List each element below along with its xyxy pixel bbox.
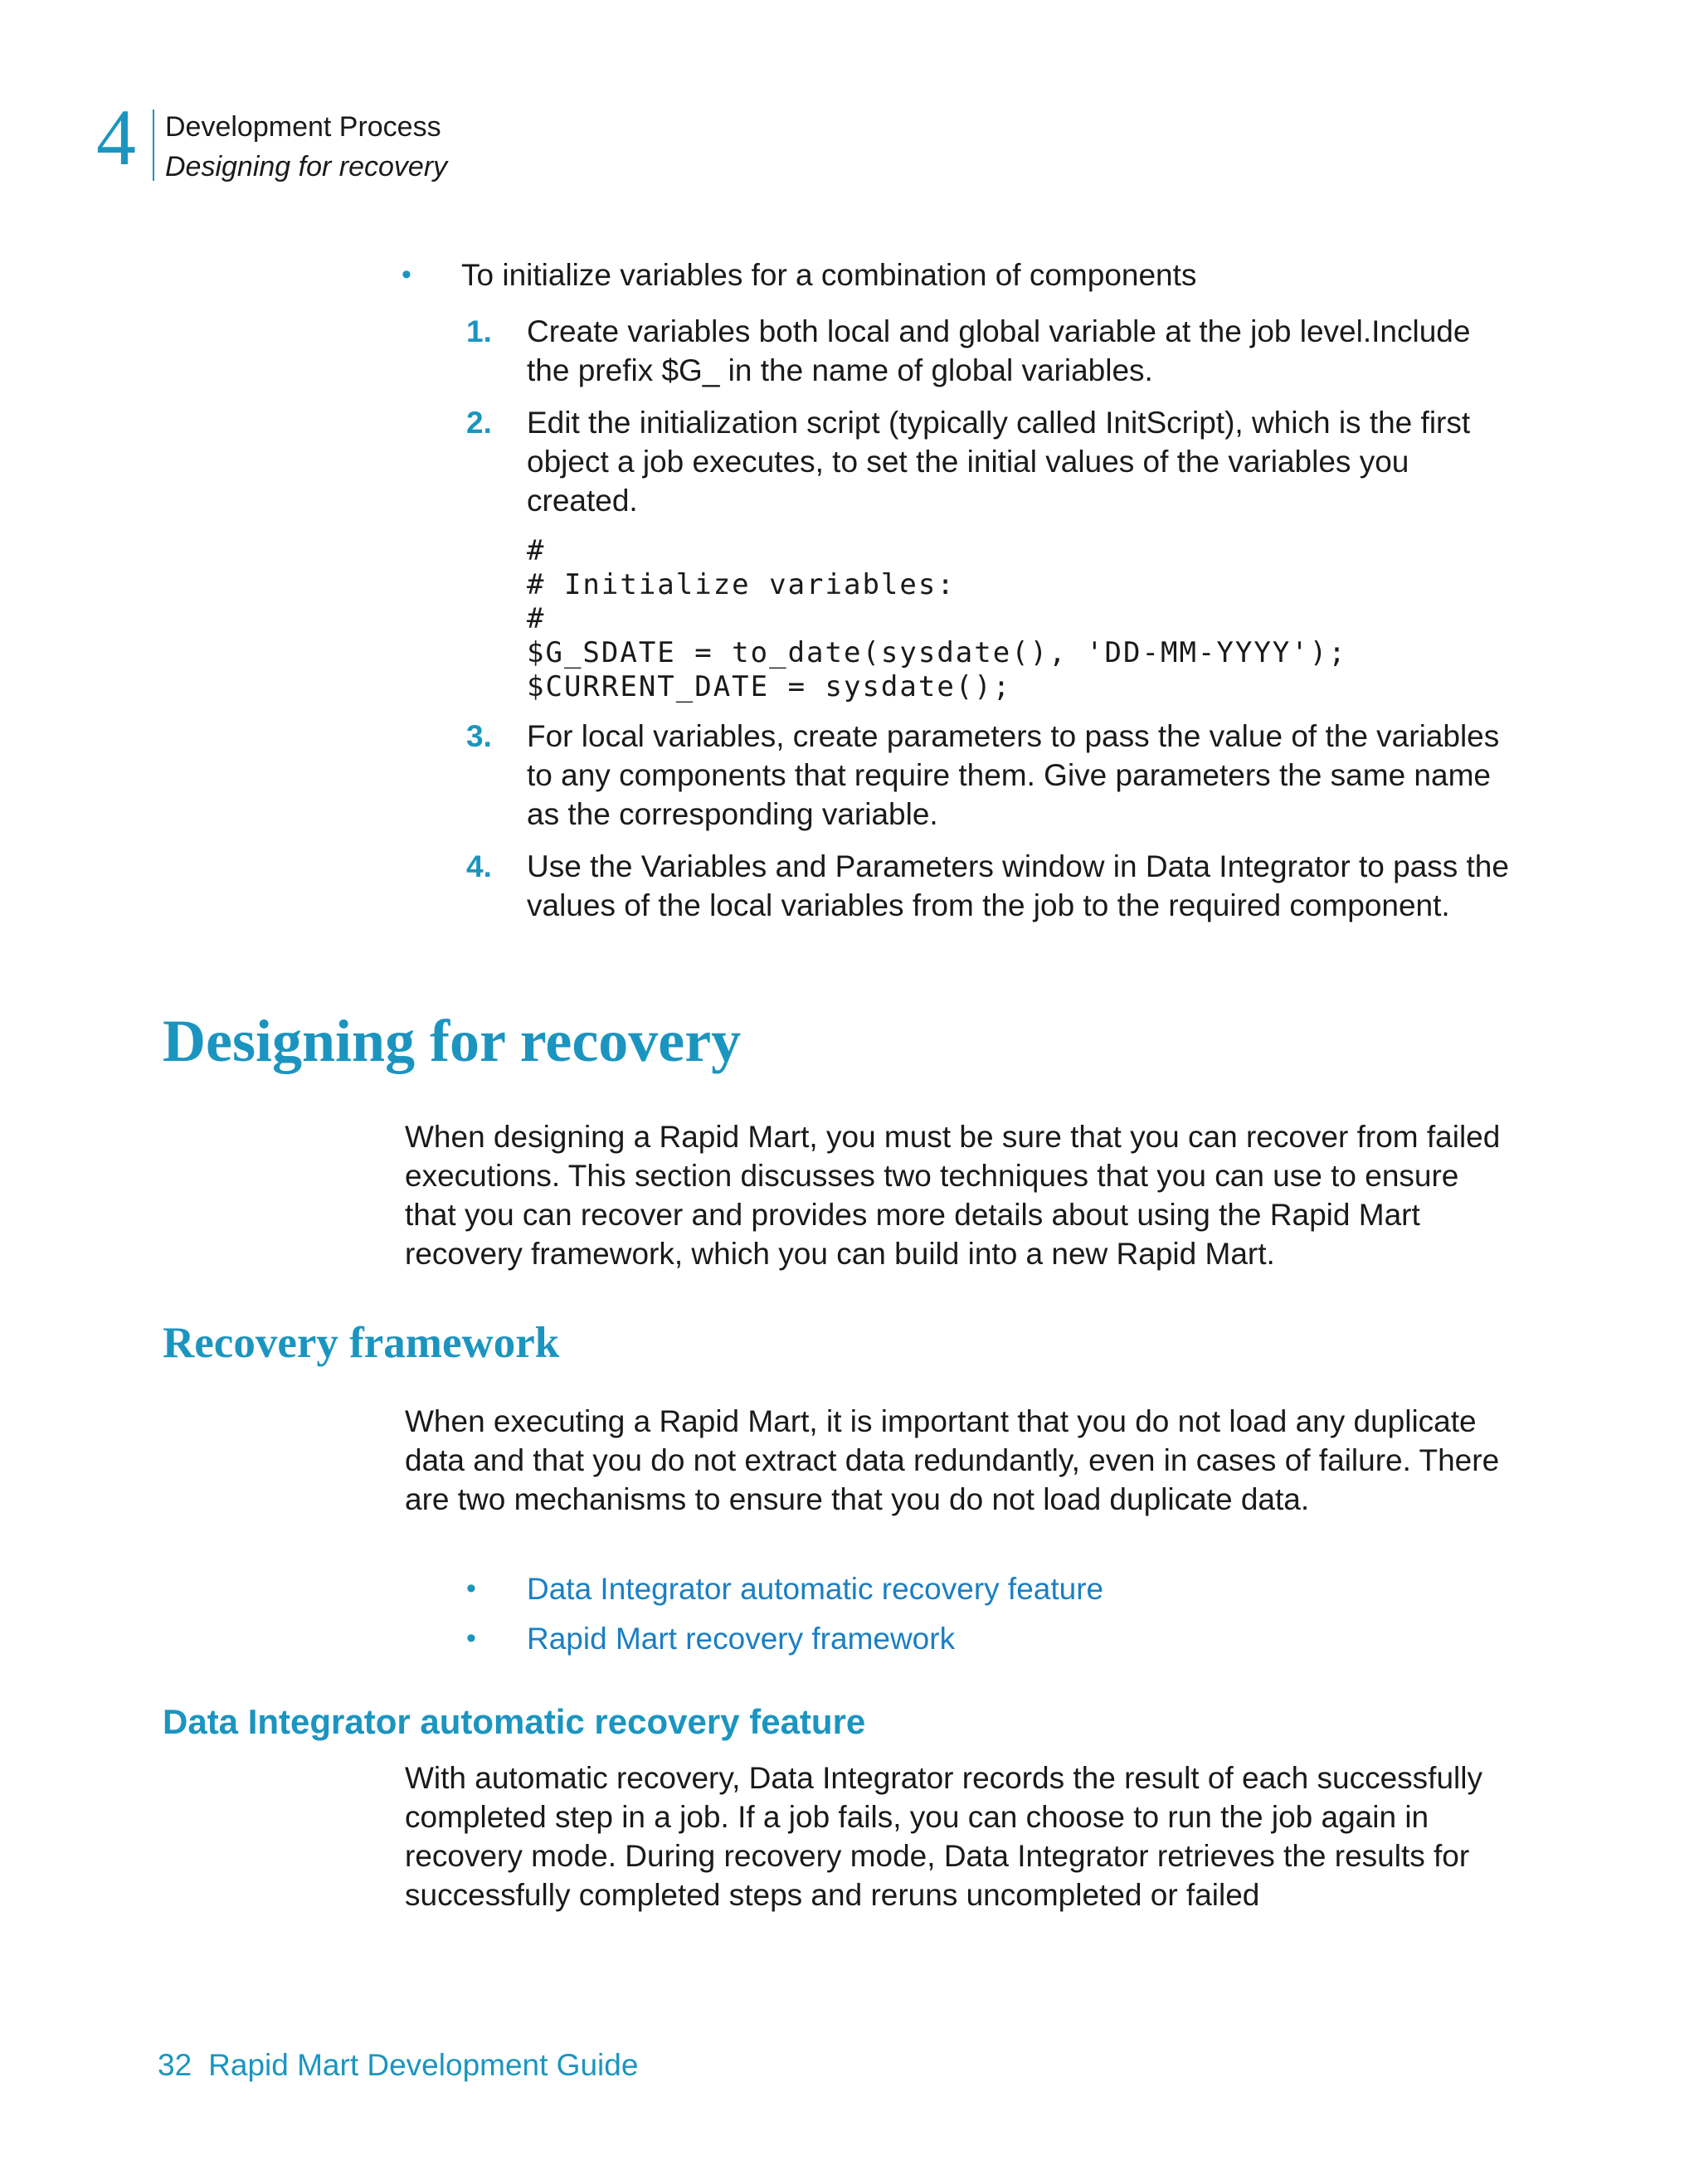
page-footer — [158, 2046, 638, 2084]
step-text: Edit the initialization script (typically called InitScript), which is the first object a job executes, to set the initial values of the variables you created. — [527, 406, 1471, 518]
code-block: # # Initialize variables: # $G_SDATE = to_date(sysdate(), 'DD-MM-YYYY'); $CURRENT_DATE = sysdate(); — [527, 534, 1347, 703]
intro-bullet — [402, 255, 1563, 294]
subsubsection-heading: Data Integrator automatic recovery feature — [163, 1702, 866, 1741]
link-list-item — [466, 1569, 1103, 1608]
link-list-item — [466, 1619, 955, 1658]
subsection-heading: Recovery framework — [163, 1319, 560, 1367]
running-section-title: Designing for recovery — [165, 151, 448, 182]
subsubsection-intro: With automatic recovery, Data Integrator records the result of each successfully completed step in a job. If a job fails, you can choose to run the job again in recovery mode. During recovery mode, Data Integrator retrieves the results for successfully completed steps and reruns uncompleted or failed — [405, 1761, 1482, 1912]
step-text: Create variables both local and global variable at the job level.Include the prefix $G_ in the name of global variables. — [527, 314, 1471, 387]
step-1 — [466, 312, 1512, 390]
step-2 — [466, 403, 1512, 520]
link-recovery-framework[interactable]: Rapid Mart recovery framework — [527, 1622, 956, 1656]
link-automatic-recovery[interactable]: Data Integrator automatic recovery feature — [527, 1572, 1104, 1606]
subsection-intro: When executing a Rapid Mart, it is important that you do not load any duplicate data and that you do not extract data redundantly, even in cases of failure. There are two mechanisms to ensure that you do not load duplicate data. — [405, 1404, 1500, 1516]
bullet-icon: • — [466, 1573, 476, 1604]
bullet-icon: • — [466, 1622, 476, 1654]
section-heading: Designing for recovery — [163, 1008, 742, 1074]
step-text: For local variables, create parameters to pass the value of the variables to any components that require them. Give parameters the same name as the corresponding variable. — [527, 719, 1500, 831]
page-number: 32 — [158, 2048, 192, 2082]
bullet-icon: • — [402, 259, 411, 290]
section-intro: When designing a Rapid Mart, you must be sure that you can recover from failed executions. This section discusses two techniques that you can use to ensure that you can recover and provides more details about using the Rapid Mart recovery framework, which you can build into a new Rapid Mart. — [405, 1120, 1501, 1271]
intro-bullet-text: To initialize variables for a combination of components — [461, 258, 1197, 292]
step-text: Use the Variables and Parameters window in Data Integrator to pass the values of the local variables from the job to the required component. — [527, 849, 1509, 922]
step-number: 1. — [466, 314, 492, 348]
step-4 — [466, 847, 1512, 925]
chapter-number: 4 — [96, 93, 136, 182]
step-number: 4. — [466, 849, 492, 883]
chapter-title: Development Process — [165, 111, 441, 143]
step-number: 3. — [466, 719, 492, 753]
guide-title: Rapid Mart Development Guide — [208, 2048, 639, 2082]
header-divider — [153, 109, 154, 181]
step-3 — [466, 717, 1512, 834]
step-number: 2. — [466, 406, 492, 440]
